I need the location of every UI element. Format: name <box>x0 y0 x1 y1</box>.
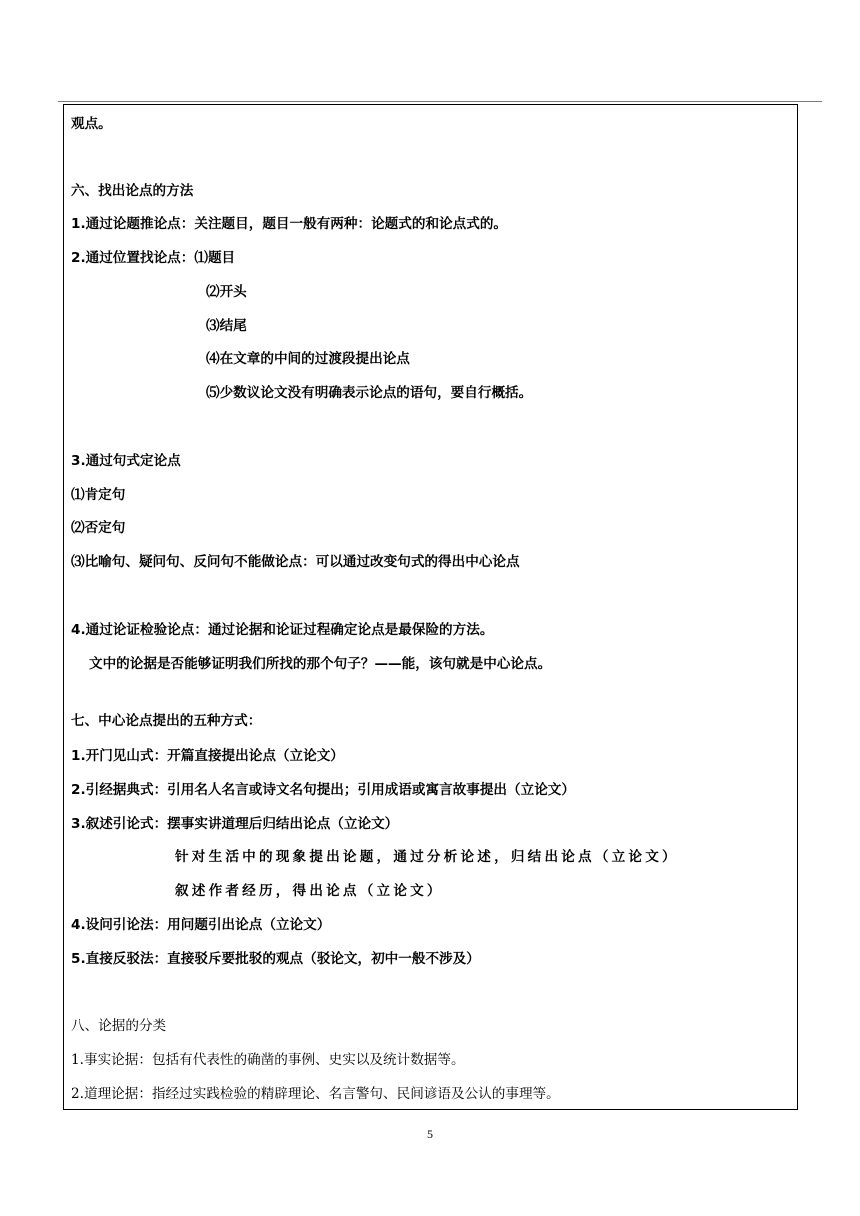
text-line: ⑵开头 <box>206 284 247 300</box>
text-line: 2.通过位置找论点：⑴题目 <box>71 250 236 266</box>
text-line: 3.叙述引论式：摆事实讲道理后归结出论点（立论文） <box>71 816 399 832</box>
text-line: 2.引经据典式：引用名人名言或诗文名句提出；引用成语或寓言故事提出（立论文） <box>71 782 575 798</box>
text-line: 1.开门见山式：开篇直接提出论点（立论文） <box>71 748 344 764</box>
section-heading-7: 七、中心论点提出的五种方式： <box>71 713 262 729</box>
text-line: 4.设问引论法：用问题引出论点（立论文） <box>71 917 331 933</box>
text-line: 4.通过论证检验论点：通过论据和论证过程确定论点是最保险的方法。 <box>71 622 494 638</box>
text-line: 3.通过句式定论点 <box>71 453 181 469</box>
header-rule <box>58 101 822 102</box>
text-line: 1.事实论据：包括有代表性的确凿的事例、史实以及统计数据等。 <box>71 1052 465 1068</box>
text-line: ⑸少数议论文没有明确表示论点的语句，要自行概括。 <box>206 385 533 401</box>
text-line: 文中的论据是否能够证明我们所找的那个句子？——能，该句就是中心论点。 <box>89 656 552 672</box>
text-line: ⑷在文章的中间的过渡段提出论点 <box>206 351 410 367</box>
text-line: 针对生活中的现象提出论题，通过分析论述，归结出论点（立论文） <box>175 849 679 865</box>
text-line: ⑵否定句 <box>71 520 126 536</box>
text-line: 1.通过论题推论点：关注题目，题目一般有两种：论题式的和论点式的。 <box>71 216 508 232</box>
text-line: ⑴肯定句 <box>71 487 126 503</box>
page-number: 5 <box>427 1127 433 1141</box>
text-line: 叙述作者经历，得出论点（立论文） <box>175 883 444 899</box>
text-line: ⑶结尾 <box>206 318 247 334</box>
section-heading-6: 六、找出论点的方法 <box>71 183 194 199</box>
text-line: ⑶比喻句、疑问句、反问句不能做论点：可以通过改变句式的得出中心论点 <box>71 554 520 570</box>
section-heading-8: 八、论据的分类 <box>71 1018 167 1034</box>
text-line: 观点。 <box>71 116 112 132</box>
text-line: 2.道理论据：指经过实践检验的精辟理论、名言警句、民间谚语及公认的事理等。 <box>71 1086 560 1102</box>
text-line: 5.直接反驳法：直接驳斥要批驳的观点（驳论文，初中一般不涉及） <box>71 951 480 967</box>
